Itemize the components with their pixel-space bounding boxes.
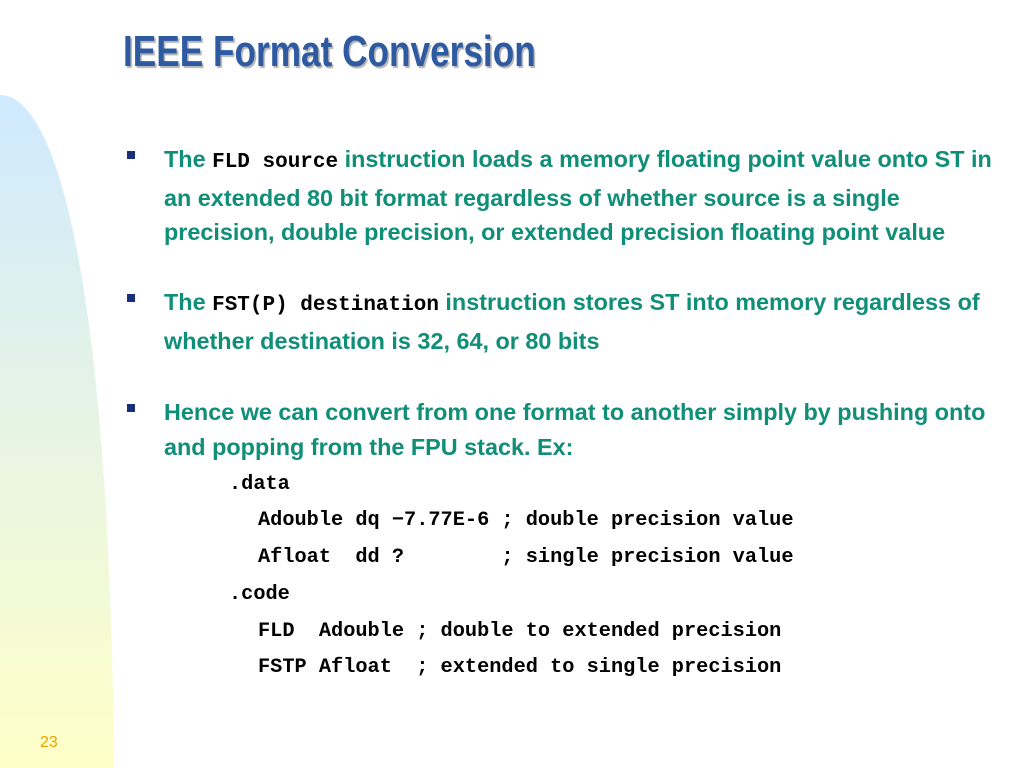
code-line: FSTP Afloat ; extended to single precision xyxy=(258,656,782,679)
slide-number: 23 xyxy=(40,734,58,751)
code-line: .data xyxy=(229,473,290,496)
bullet-item-hence xyxy=(164,395,994,464)
code-line: Afloat dd ? ; single precision value xyxy=(258,546,794,569)
bullet-code: FST(P) destination xyxy=(212,294,439,317)
slide-title: IEEE Format Conversion xyxy=(123,27,536,76)
code-line: Adouble dq −7.77E-6 ; double precision value xyxy=(258,509,794,532)
bullet-marker-icon xyxy=(127,404,135,412)
bullet-prefix: The xyxy=(164,289,213,315)
bullet-marker-icon xyxy=(127,151,135,159)
bullet-text: instruction loads a memory floating point value onto ST in an extended 80 bit format regardless of whether source is a single precision, double precision, or extended precision floating point value xyxy=(164,146,992,246)
bullet-text: instruction stores ST into memory regardless of whether destination is 32, 64, or 80 bits xyxy=(164,289,980,354)
bullet-text: Hence we can convert from one format to another simply by pushing onto and popping from the FPU stack. Ex: xyxy=(164,399,986,460)
bullet-item-fstp xyxy=(164,285,994,358)
code-line: FLD Adouble ; double to extended precision xyxy=(258,620,782,643)
bullet-item-fld xyxy=(164,142,994,250)
bullet-prefix: The xyxy=(164,146,213,172)
bullet-code: FLD source xyxy=(212,151,339,174)
code-line: .code xyxy=(229,583,290,606)
bullet-marker-icon xyxy=(127,294,135,302)
